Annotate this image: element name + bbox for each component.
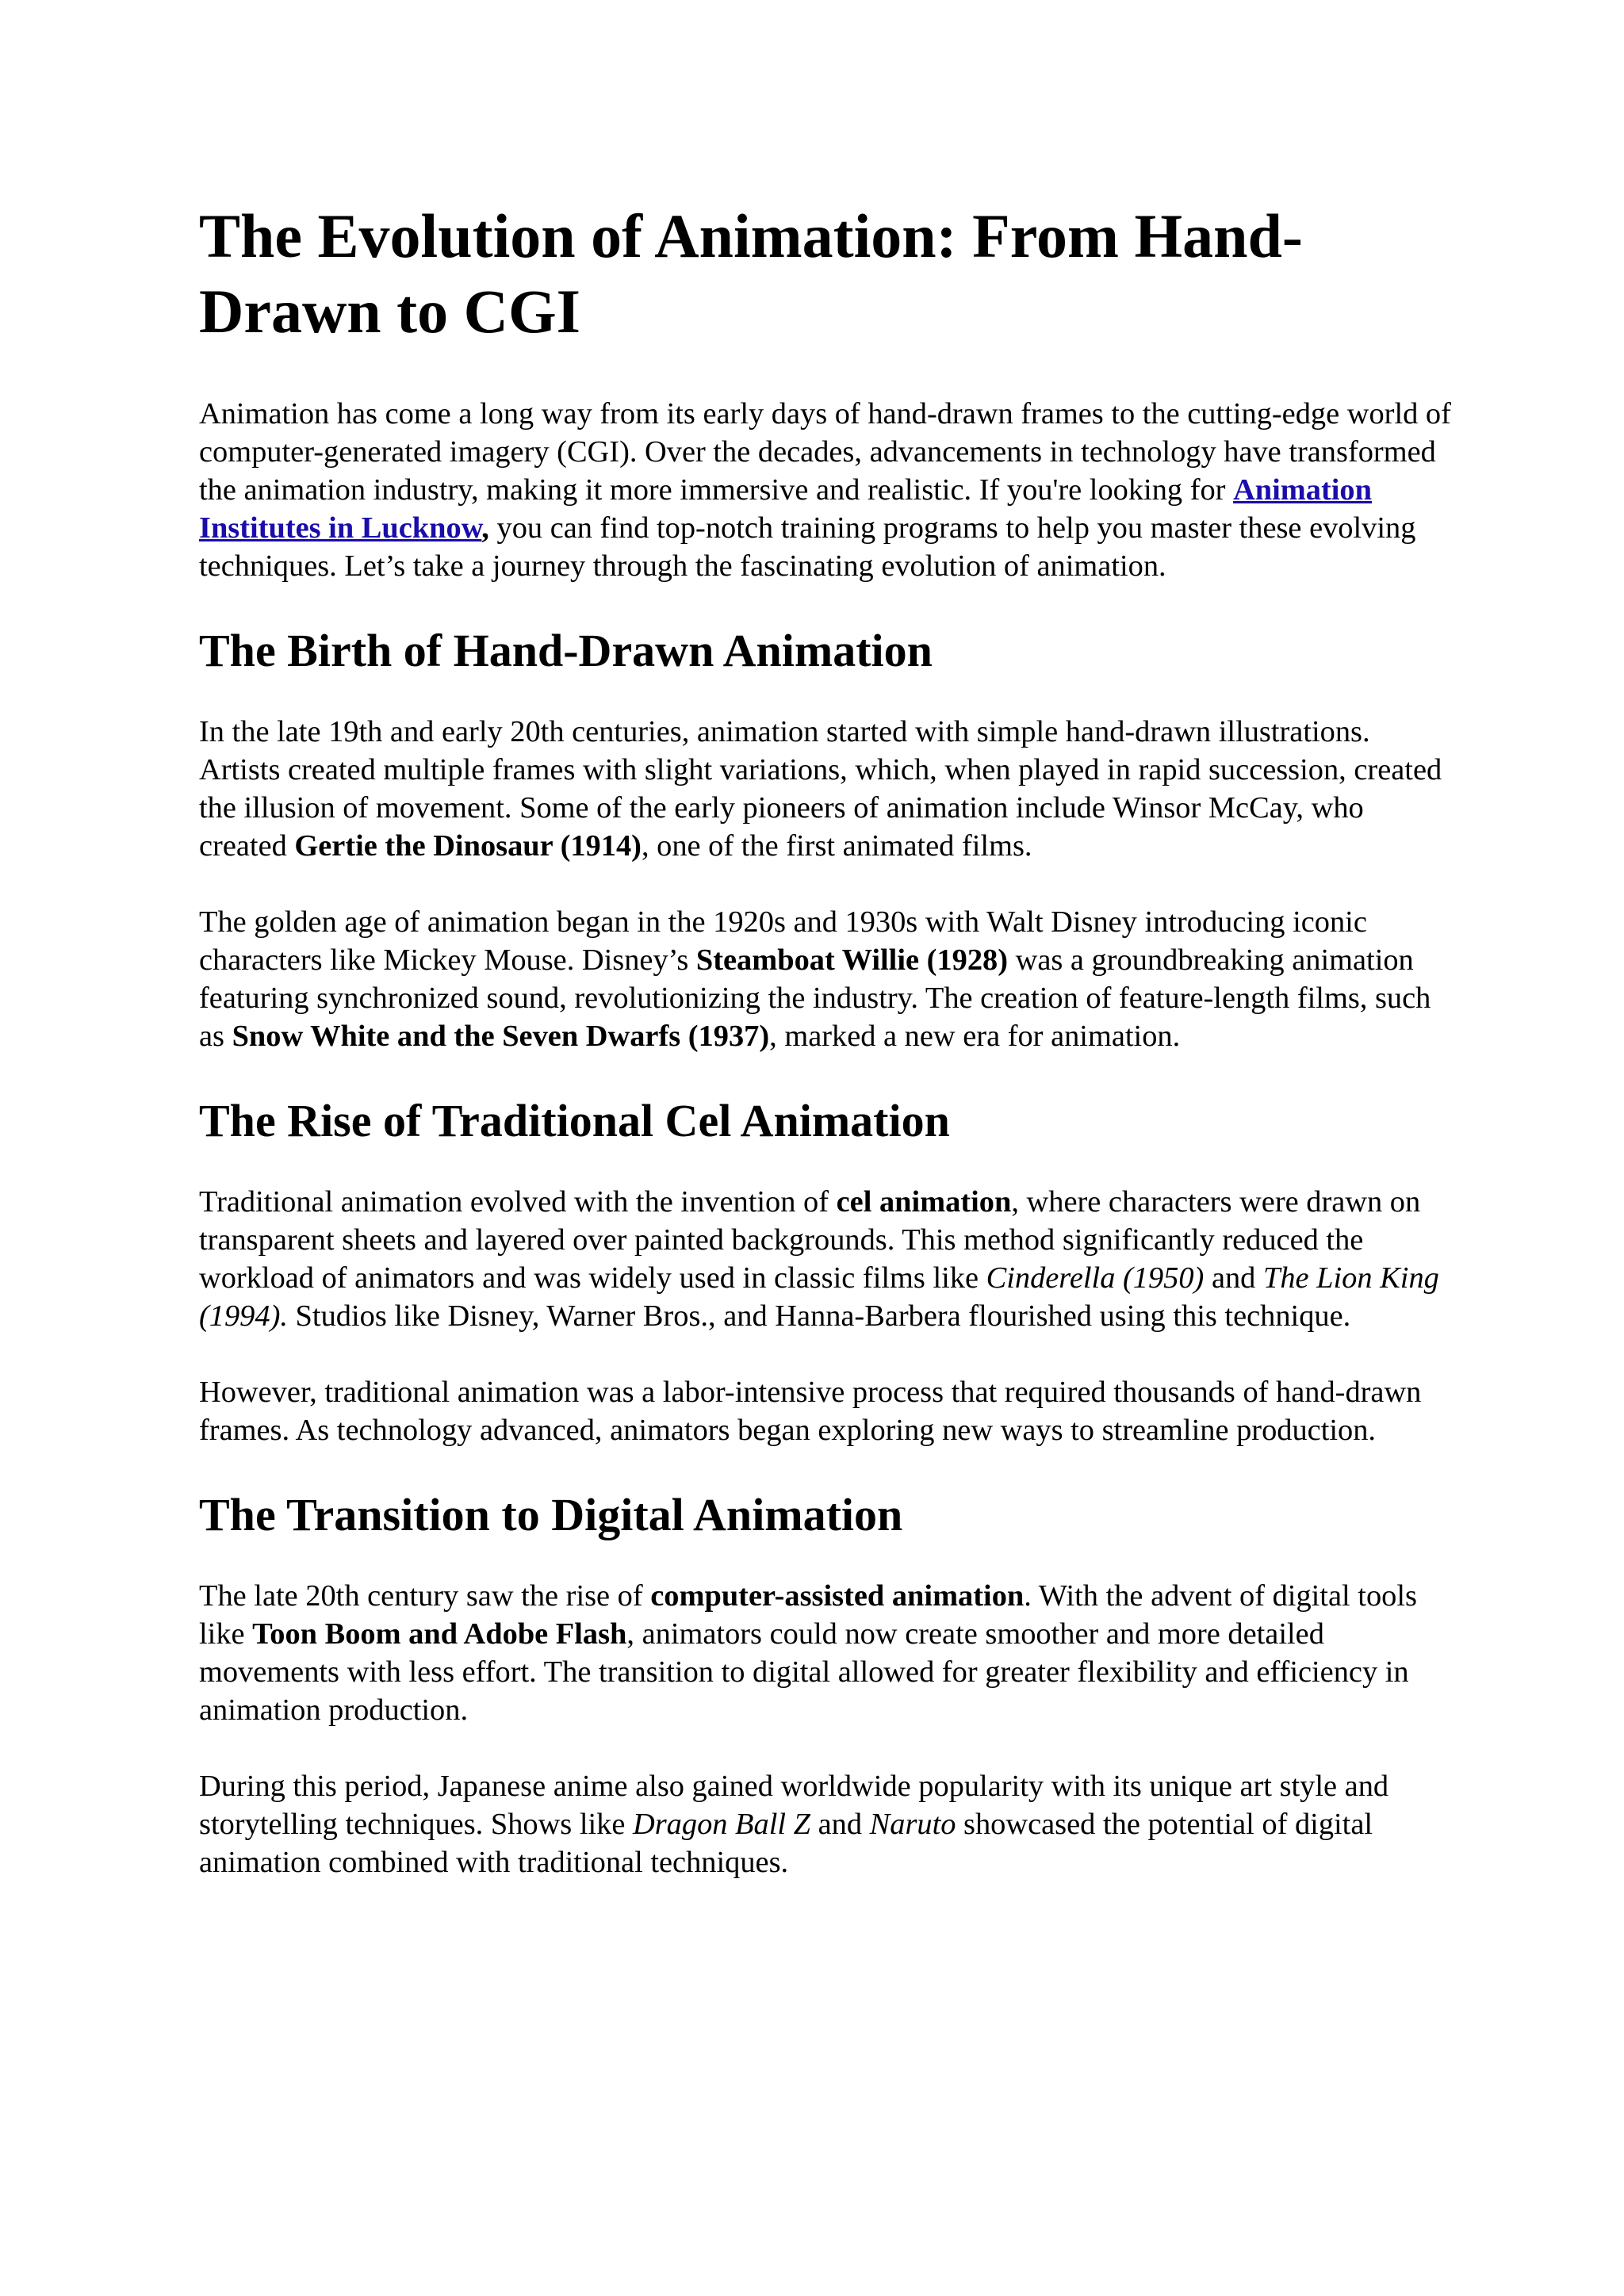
cel-animation-paragraph-1 <box>199 1183 1452 1335</box>
italic-show-title: Naruto <box>869 1808 956 1841</box>
document-page <box>199 198 1452 1919</box>
text-run: was a groundbreaking animation featuring synchronized sound, revolutionizing the industry. The creation of feature-length films, such as <box>199 943 1431 1053</box>
intro-comma: , <box>481 511 489 545</box>
cel-animation-paragraph-2 <box>199 1373 1452 1449</box>
digital-animation-paragraph-2 <box>199 1767 1452 1881</box>
bold-film-title: Snow White and the Seven Dwarfs (1937) <box>232 1020 770 1053</box>
text-run: During this period, Japanese anime also gained worldwide popularity with its unique art style and storytelling techniques. Shows like <box>199 1770 1389 1841</box>
bold-film-title: Steamboat Willie (1928) <box>695 943 1009 977</box>
animation-institutes-link[interactable]: Animation Institutes in Lucknow <box>199 473 1372 545</box>
intro-paragraph <box>199 395 1452 585</box>
text-run: The late 20th century saw the rise of <box>199 1579 651 1613</box>
bold-film-title: Gertie the Dinosaur (1914) <box>294 829 642 863</box>
text-run: In the late 19th and early 20th centuries, animation started with simple hand-drawn illustrations. Artists created multiple frames with slight variations, which, when played in rapid succession, created the illusion of movement. Some of the early pioneers of animation include Winsor McCay, who created <box>199 715 1442 863</box>
article-title: The Evolution of Animation: From Hand-Drawn to CGI <box>199 201 1303 346</box>
bold-term: computer-assisted animation <box>650 1579 1025 1613</box>
italic-film-title: The Lion King (1994). <box>199 1261 1439 1333</box>
text-run: The golden age of animation began in the 1920s and 1930s with Walt Disney introducing iconic characters like Mickey Mouse. Disney’s <box>199 905 1367 977</box>
text-run: showcased the potential of digital animation combined with traditional techniques. <box>199 1808 1373 1879</box>
text-run: . With the advent of digital tools like <box>199 1579 1417 1651</box>
text-run: , one of the first animated films. <box>641 829 1032 863</box>
text-run: Studios like Disney, Warner Bros., and Hanna-Barbera flourished using this technique. <box>287 1299 1351 1333</box>
section-heading-hand-drawn: The Birth of Hand-Drawn Animation <box>199 625 933 676</box>
text-run: and <box>1204 1261 1263 1295</box>
hand-drawn-paragraph-2 <box>199 903 1452 1055</box>
text-run: However, traditional animation was a labor-intensive process that required thousands of hand-drawn frames. As technology advanced, animators began exploring new ways to streamline production. <box>199 1376 1422 1447</box>
hand-drawn-paragraph-1 <box>199 713 1452 865</box>
italic-show-title: Dragon Ball Z <box>633 1808 810 1841</box>
text-run: Traditional animation evolved with the invention of <box>199 1185 837 1219</box>
text-run: and <box>810 1808 870 1841</box>
text-run: , marked a new era for animation. <box>769 1020 1181 1053</box>
bold-term: cel animation <box>836 1185 1012 1219</box>
intro-text-1: Animation has come a long way from its early days of hand-drawn frames to the cutting-edge world of computer-generated imagery (CGI). Over the decades, advancements in technology have transformed the animation industry, making it more immersive and realistic. If you're looking for <box>199 397 1451 507</box>
text-run: , animators could now create smoother and more detailed movements with less effort. The transition to digital allowed for greater flexibility and efficiency in animation production. <box>199 1617 1409 1727</box>
section-heading-cel-animation: The Rise of Traditional Cel Animation <box>199 1095 950 1146</box>
bold-term: Toon Boom and Adobe Flash <box>252 1617 627 1651</box>
text-run: , where characters were drawn on transparent sheets and layered over painted backgrounds. This method significantly reduced the workload of animators and was widely used in classic films like <box>199 1185 1421 1295</box>
italic-film-title: Cinderella (1950) <box>986 1261 1205 1295</box>
section-heading-digital-animation: The Transition to Digital Animation <box>199 1489 903 1540</box>
intro-text-2: you can find top-notch training programs to help you master these evolving techniques. Let’s take a journey through the fascinating evolution of animation. <box>199 511 1416 583</box>
digital-animation-paragraph-1 <box>199 1577 1452 1729</box>
